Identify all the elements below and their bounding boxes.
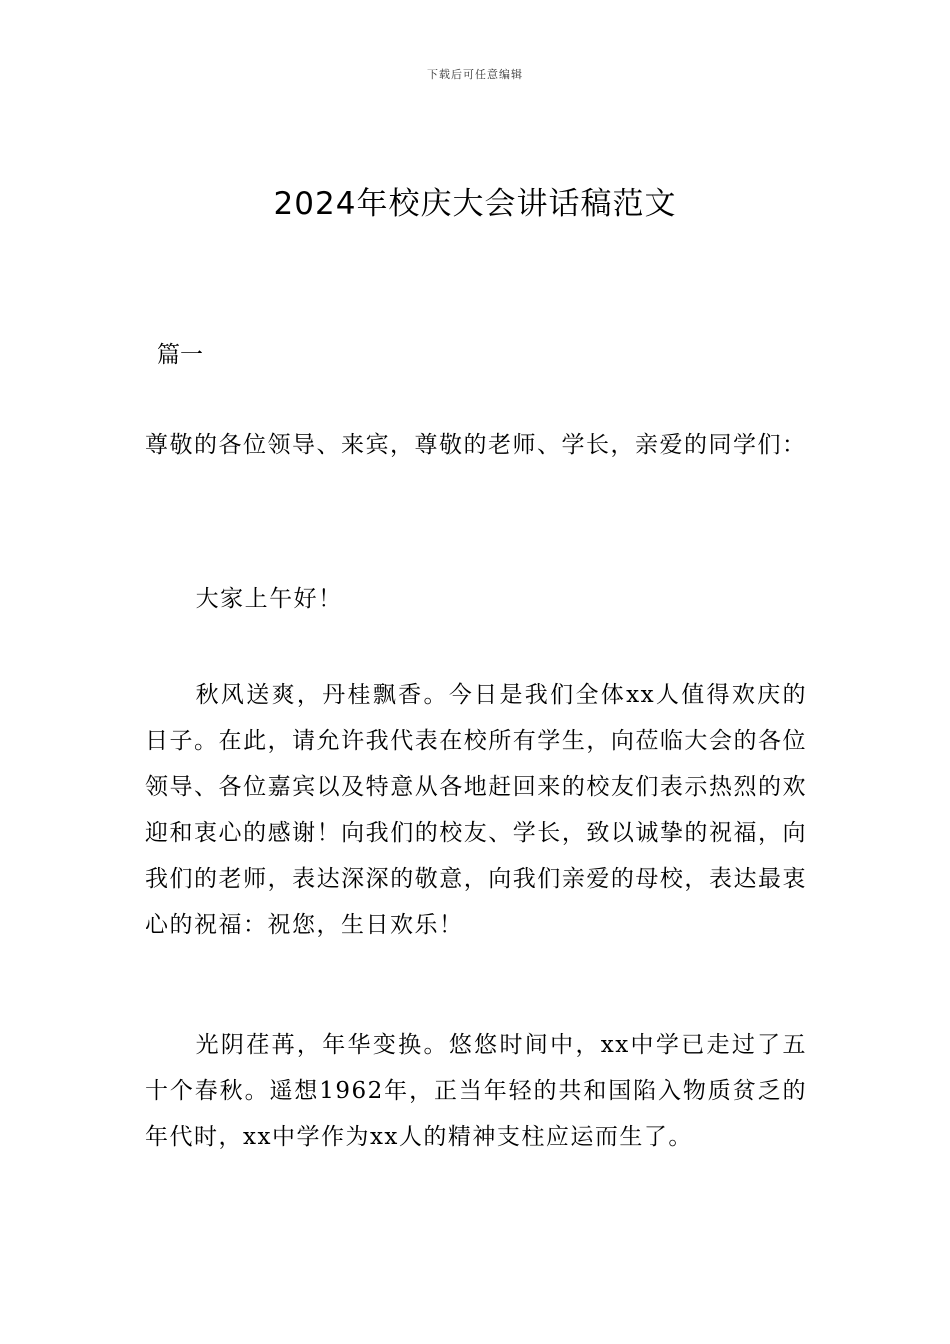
section-label: 篇一 [157, 342, 203, 368]
salutation-paragraph: 尊敬的各位领导、来宾，尊敬的老师、学长，亲爱的同学们： [145, 432, 807, 458]
document-title: 2024年校庆大会讲话稿范文 [273, 186, 677, 222]
header-note: 下载后可任意编辑 [427, 68, 523, 81]
greeting-paragraph: 大家上午好！ [195, 586, 343, 612]
body-paragraph-1: 秋风送爽，丹桂飘香。今日是我们全体xx人值得欢庆的日子。在此，请允许我代表在校所有学生，向莅临大会的各位领导、各位嘉宾以及特意从各地赶回来的校友们表示热烈的欢迎和衷心的感谢！向我们的校友、学长，致以诚挚的祝福，向我们的老师，表达深深的敬意，向我们亲爱的母校，表达最衷心的祝福：祝您，生日欢乐！ [145, 682, 807, 938]
body-paragraph-2: 光阴荏苒，年华变换。悠悠时间中，xx中学已走过了五十个春秋。遥想1962年，正当年轻的共和国陷入物质贫乏的年代时，xx中学作为xx人的精神支柱应运而生了。 [145, 1032, 807, 1150]
